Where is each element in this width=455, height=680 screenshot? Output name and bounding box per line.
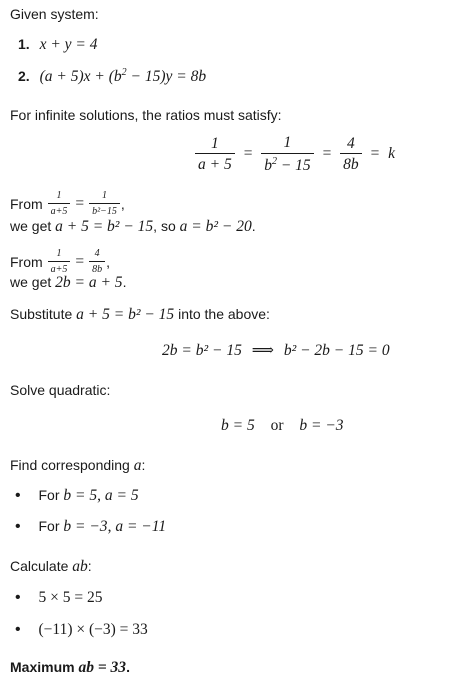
- final-label: Maximum: [10, 659, 75, 675]
- comma: ,: [107, 518, 112, 535]
- math-expr: 2b = a + 5: [55, 274, 123, 291]
- solution-2: b = −3: [299, 417, 344, 434]
- we-get-label: we get: [10, 274, 52, 290]
- substitute-line: [10, 306, 270, 324]
- ratio-fraction-2: $\frac{1}{b^2 - 15}$: [261, 134, 313, 175]
- comma: ,: [97, 487, 101, 504]
- bullet: •: [15, 487, 21, 504]
- comma: ,: [120, 195, 125, 212]
- math-expr: ab = 33: [78, 659, 127, 676]
- ratio-fraction-1: $\frac{1}{a + 5}$: [195, 135, 235, 175]
- from-2-result: [10, 274, 126, 292]
- ratio-equation: [195, 134, 395, 175]
- from-1-result: [10, 218, 256, 236]
- math-expr: b = 5: [63, 487, 98, 504]
- list-item: [15, 589, 102, 607]
- period: .: [122, 274, 127, 290]
- equation-expr: x + y = 4: [39, 36, 98, 53]
- we-get-label: we get: [10, 218, 52, 234]
- find-a-label: [10, 457, 145, 475]
- equals-sign: =: [75, 194, 85, 212]
- bullet: •: [15, 589, 21, 606]
- variable: ab: [72, 558, 88, 575]
- equals-sign: =: [242, 145, 254, 163]
- math-expr: b² − 2b − 15 = 0: [283, 342, 390, 359]
- final-answer: [10, 659, 130, 677]
- solutions-display: [221, 417, 344, 435]
- equation-1: [18, 36, 98, 54]
- ratio-constant: k: [388, 145, 395, 163]
- small-fraction: $\frac{1}{a+5}$: [48, 190, 71, 217]
- comma: ,: [106, 253, 111, 270]
- math-expr: (−11) × (−3) = 33: [38, 621, 148, 638]
- equation-number: 2.: [18, 68, 30, 85]
- intro-text: Given system:: [10, 6, 99, 22]
- math-expr: 2b = b² − 15: [162, 342, 242, 359]
- small-fraction: $\frac{4}{8b}$: [89, 248, 105, 275]
- colon: :: [87, 558, 92, 574]
- so-label: , so: [153, 218, 176, 234]
- for-label: For: [38, 487, 60, 503]
- list-item: [15, 518, 166, 536]
- math-expr: a = −11: [115, 518, 167, 535]
- math-expr: b = −3: [63, 518, 108, 535]
- from-label: From: [10, 195, 43, 212]
- variable: a: [133, 457, 142, 474]
- bullet: •: [15, 621, 21, 638]
- equation-number: 1.: [18, 36, 30, 52]
- equation-2: [18, 67, 206, 86]
- substitution-display: [162, 341, 390, 360]
- equals-sign: =: [321, 145, 333, 163]
- math-expr: a + 5 = b² − 15: [55, 218, 154, 235]
- equals-sign: =: [75, 252, 85, 270]
- from-1-line: [10, 190, 125, 217]
- period: .: [126, 659, 130, 675]
- list-item: [15, 621, 148, 639]
- substitute-label: Substitute: [10, 306, 73, 322]
- from-label: From: [10, 253, 43, 270]
- math-expr: a + 5 = b² − 15: [76, 306, 175, 323]
- colon: :: [141, 457, 146, 473]
- substitute-suffix: into the above:: [178, 306, 270, 322]
- or-label: or: [270, 417, 284, 434]
- calc-label-text: Calculate: [10, 558, 69, 574]
- math-expr: 5 × 5 = 25: [38, 589, 103, 606]
- solve-label: Solve quadratic:: [10, 382, 111, 398]
- period: .: [251, 218, 256, 234]
- math-expr: a = 5: [104, 487, 139, 504]
- solution-1: b = 5: [221, 417, 255, 434]
- find-label-text: Find corresponding: [10, 457, 130, 473]
- math-expr: a = b² − 20: [179, 218, 252, 235]
- ratio-fraction-3: $\frac{4}{8b}$: [340, 135, 362, 175]
- equals-sign: =: [369, 145, 381, 163]
- bullet: •: [15, 518, 21, 535]
- for-label: For: [38, 518, 60, 534]
- from-2-line: [10, 248, 110, 275]
- condition-text: For infinite solutions, the ratios must satisfy:: [10, 107, 282, 123]
- calculate-label: [10, 558, 92, 576]
- small-fraction: $\frac{1}{a+5}$: [48, 248, 71, 275]
- small-fraction: $\frac{1}{\text{b²−15}}$: [89, 190, 120, 217]
- implies-arrow: ⟹: [251, 342, 274, 359]
- equation-expr: $(a + 5)x + (b^2 - 15)y = 8b$: [39, 67, 207, 86]
- list-item: [15, 487, 139, 505]
